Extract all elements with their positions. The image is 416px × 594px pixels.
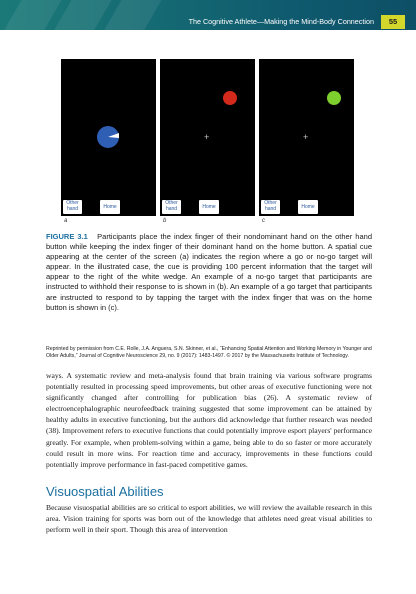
figure-panel-a <box>61 59 156 216</box>
figure-panel-c <box>259 59 354 216</box>
caption-text: Participants place the index finger of their nondominant hand on the other hand button while keeping the index finger of their dominant hand on the home button. A spatial cue appearing at the center of the screen (a) indicates the region where a go or no-go target will appear. In the illustrated case, the cue is providing 100 percent information that the target will appear to the right of the white wedge. An example of a no-go target that participants are instructed to withhold their response to is shown in (b). An example of a go target that participants are instructed to respond to by tapping the target with the index finger that was on the home button is shown in (c). <box>46 232 372 312</box>
fixation-cross: + <box>204 132 210 142</box>
figure-panel-b <box>160 59 255 216</box>
home-button: Home <box>298 200 318 214</box>
page-number: 55 <box>381 15 405 29</box>
figure-label: FIGURE 3.1 <box>46 232 88 241</box>
other-hand-button: Other hand <box>63 200 82 214</box>
no-go-graphic <box>160 59 255 199</box>
panel-letter-b: b <box>163 218 167 224</box>
body-paragraph: Because visuospatial abilities are so critical to esport abilities, we will review the available research in this area. Vision training for sports was born out of the knowledge that athletes need great visual abilities to perform well in their sport. Though this area of intervention <box>46 503 372 535</box>
cue-graphic <box>61 59 156 199</box>
go-graphic <box>259 59 354 199</box>
running-title: The Cognitive Athlete—Making the Mind-Body Connection <box>188 17 374 26</box>
figure-caption <box>46 232 372 313</box>
go-target <box>327 91 341 105</box>
panel-letter-c: c <box>262 218 265 224</box>
figure-credit: Reprinted by permission from C.E. Rolle, J.A. Anguera, S.N. Skinner, et al., “Enhancing Spatial Attention and Working Memory in Younger and Older Adults,” Journal of Cognitive Neuroscience 29, no. 9 (2017): 1483-1497. © 2017 by the Massachusetts Institute of Technology. <box>46 346 372 359</box>
other-hand-button: Other hand <box>261 200 280 214</box>
other-hand-button: Other hand <box>162 200 181 214</box>
no-go-target <box>223 91 237 105</box>
page-header <box>0 0 416 30</box>
home-button: Home <box>199 200 219 214</box>
panel-letter-a: a <box>64 218 68 224</box>
body-paragraph: ways. A systematic review and meta-analysis found that brain training via various software programs potentially resulted in processing speed improvements, but other areas of executive functioning were not significantly changed after controlling for publication bias (26). A systematic review of electroencephalographic neurofeedback training suggested that some improvement can be attained by healthy adults in executive functioning, but the authors did acknowledge that further research was needed (38). Improvement refers to executive functions that could potentially improve esport players' performance greatly. For example, when problem-solving within a game, being able to do so faster or more accurately could result in more wins. For reaction time and accuracy, improvements in these functions could potentially improve performance in fast-paced competitive games. <box>46 371 372 469</box>
fixation-cross: + <box>303 132 309 142</box>
section-heading: Visuospatial Abilities <box>46 484 164 499</box>
home-button: Home <box>100 200 120 214</box>
